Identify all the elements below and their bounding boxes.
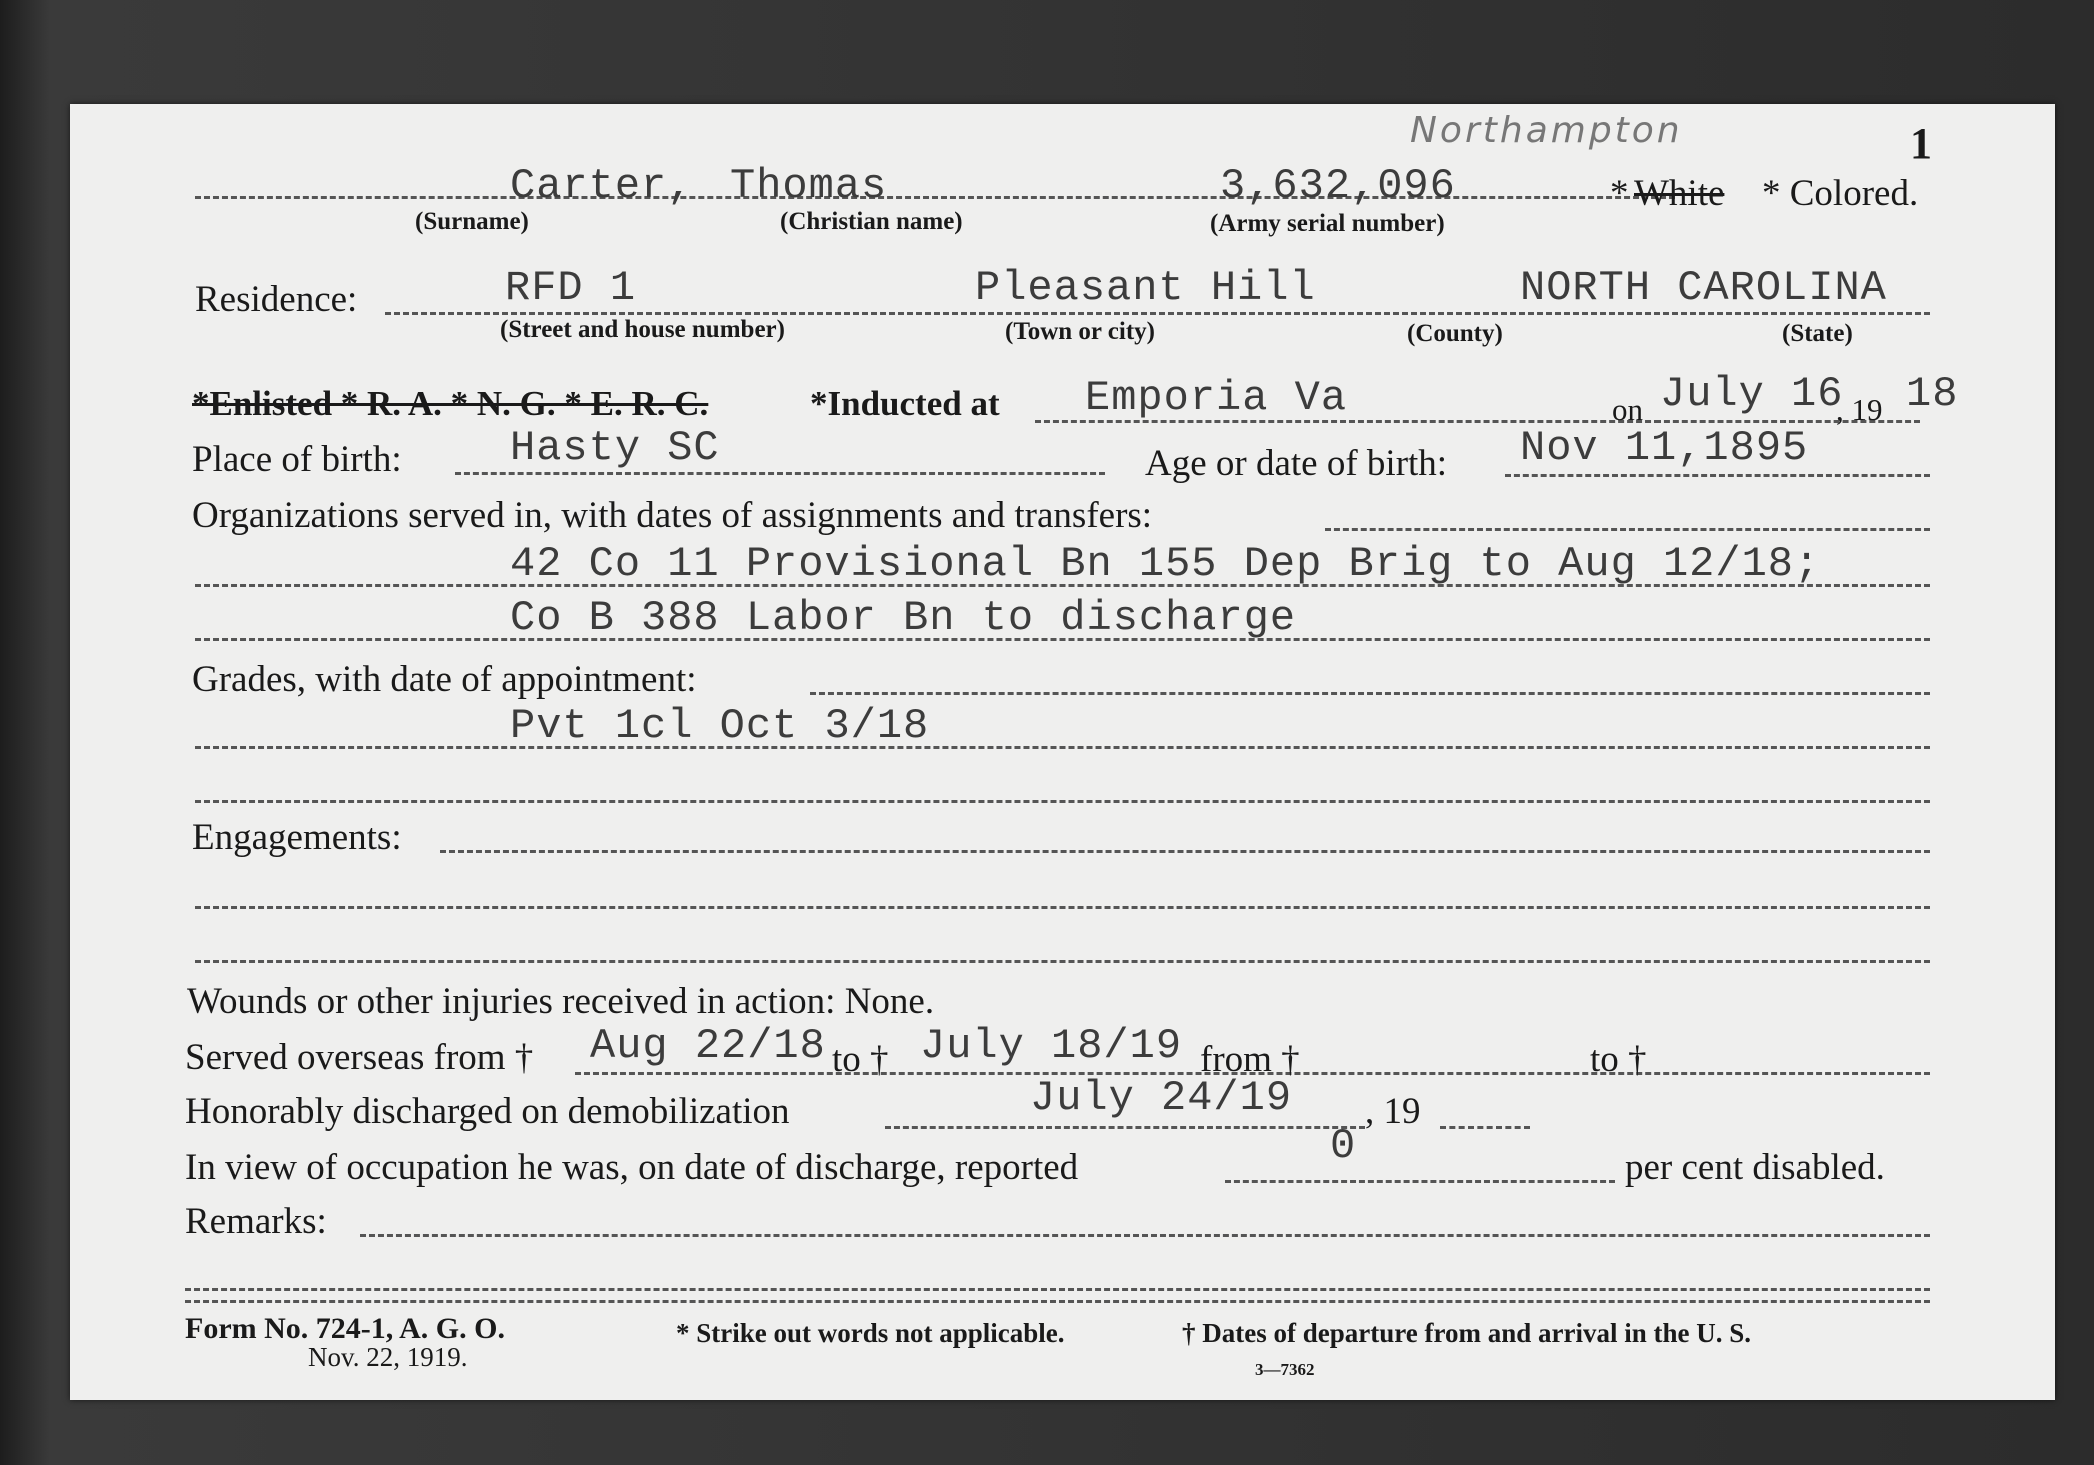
organizations-entry-1: 42 Co 11 Provisional Bn 155 Dep Brig to Aug 12/18; bbox=[510, 540, 1821, 588]
christian-name-value: Thomas bbox=[730, 162, 888, 210]
discharge-year-suffix: , 19 bbox=[1365, 1091, 1421, 1132]
disability-label: In view of occupation he was, on date of discharge, reported bbox=[185, 1147, 1079, 1188]
engagements-line-2 bbox=[195, 960, 1930, 963]
overseas-from2-label: from † bbox=[1200, 1039, 1300, 1080]
engagements-line-0 bbox=[440, 850, 1930, 853]
discharge-line bbox=[885, 1126, 1365, 1129]
engagements-line-1 bbox=[195, 906, 1930, 909]
state-value: NORTH CAROLINA bbox=[1520, 264, 1887, 312]
disability-suffix: per cent disabled. bbox=[1625, 1147, 1885, 1188]
enlisted-options bbox=[192, 384, 708, 424]
print-code: 3—7362 bbox=[1255, 1360, 1315, 1379]
inducted-place-value: Emporia Va bbox=[1085, 374, 1348, 422]
birth-date-line bbox=[1505, 474, 1930, 477]
serial-number-caption: (Army serial number) bbox=[1210, 210, 1445, 237]
inducted-year-prefix: , 19 bbox=[1836, 392, 1883, 427]
form-date: Nov. 22, 1919. bbox=[308, 1342, 468, 1372]
grades-entry-1: Pvt 1cl Oct 3/18 bbox=[510, 702, 930, 750]
birthplace-value: Hasty SC bbox=[510, 424, 720, 472]
discharge-label: Honorably discharged on demobilization bbox=[185, 1091, 790, 1132]
inducted-year-value: 18 bbox=[1906, 370, 1959, 418]
birth-date-label: Age or date of birth: bbox=[1145, 443, 1448, 484]
street-caption: (Street and house number) bbox=[500, 316, 785, 343]
grades-label: Grades, with date of appointment: bbox=[192, 659, 697, 700]
disability-line bbox=[1225, 1180, 1615, 1183]
discharge-date-value: July 24/19 bbox=[1030, 1074, 1293, 1122]
form-number: Form No. 724-1, A. G. O. bbox=[185, 1312, 505, 1345]
on-label: on bbox=[1612, 392, 1643, 427]
inducted-label: *Inducted at bbox=[810, 384, 1000, 423]
organizations-label: Organizations served in, with dates of assignments and transfers: bbox=[192, 495, 1153, 536]
white-option: White bbox=[1634, 173, 1725, 214]
dagger-footnote: † Dates of departure from and arrival in the U. S. bbox=[1182, 1318, 1751, 1348]
county-caption: (County) bbox=[1407, 320, 1503, 347]
grades-line-0 bbox=[810, 692, 1930, 695]
grades-line-2 bbox=[195, 800, 1930, 803]
overseas-label: Served overseas from † bbox=[185, 1037, 534, 1078]
wounds-label: Wounds or other injuries received in action: None. bbox=[187, 981, 935, 1022]
state-caption: (State) bbox=[1782, 320, 1853, 347]
town-value: Pleasant Hill bbox=[975, 264, 1316, 312]
surname-value: Carter, bbox=[510, 162, 694, 210]
overseas-to2-label: to † bbox=[1590, 1039, 1647, 1080]
enlisted-options-text: *Enlisted * R. A. * N. G. * E. R. C. bbox=[192, 384, 709, 423]
residence-line bbox=[385, 312, 1930, 315]
white-asterisk: * bbox=[1610, 173, 1629, 214]
birth-date-value: Nov 11,1895 bbox=[1520, 424, 1809, 472]
surname-caption: (Surname) bbox=[415, 208, 529, 235]
serial-number-value: 3,632,096 bbox=[1220, 162, 1456, 210]
christian-name-caption: (Christian name) bbox=[780, 208, 963, 235]
organizations-line-0 bbox=[1325, 528, 1930, 531]
county-annotation: Northampton bbox=[1410, 110, 1683, 151]
grades-line-1 bbox=[195, 746, 1930, 749]
overseas-to-value: July 18/19 bbox=[920, 1022, 1183, 1070]
overseas-from-value: Aug 22/18 bbox=[590, 1022, 826, 1070]
colored-option: * Colored. bbox=[1762, 173, 1919, 214]
strike-footnote: * Strike out words not applicable. bbox=[676, 1318, 1065, 1348]
overseas-to-label: to † bbox=[832, 1039, 889, 1080]
remarks-line-1 bbox=[185, 1288, 1930, 1291]
remarks-line-2 bbox=[185, 1300, 1930, 1303]
remarks-label: Remarks: bbox=[185, 1201, 327, 1242]
remarks-line-0 bbox=[360, 1234, 1930, 1237]
disability-value: 0 bbox=[1330, 1122, 1357, 1170]
town-caption: (Town or city) bbox=[1005, 318, 1155, 345]
birthplace-line bbox=[455, 472, 1105, 475]
street-value: RFD 1 bbox=[505, 264, 637, 312]
engagements-label: Engagements: bbox=[192, 817, 402, 858]
card-number: 1 bbox=[1910, 119, 1932, 168]
discharge-year-line bbox=[1440, 1126, 1530, 1129]
service-record-card bbox=[70, 104, 2055, 1400]
residence-label: Residence: bbox=[195, 279, 358, 320]
birthplace-label: Place of birth: bbox=[192, 439, 402, 480]
inducted-date-value: July 16 bbox=[1660, 370, 1844, 418]
organizations-entry-2: Co B 388 Labor Bn to discharge bbox=[510, 594, 1297, 642]
